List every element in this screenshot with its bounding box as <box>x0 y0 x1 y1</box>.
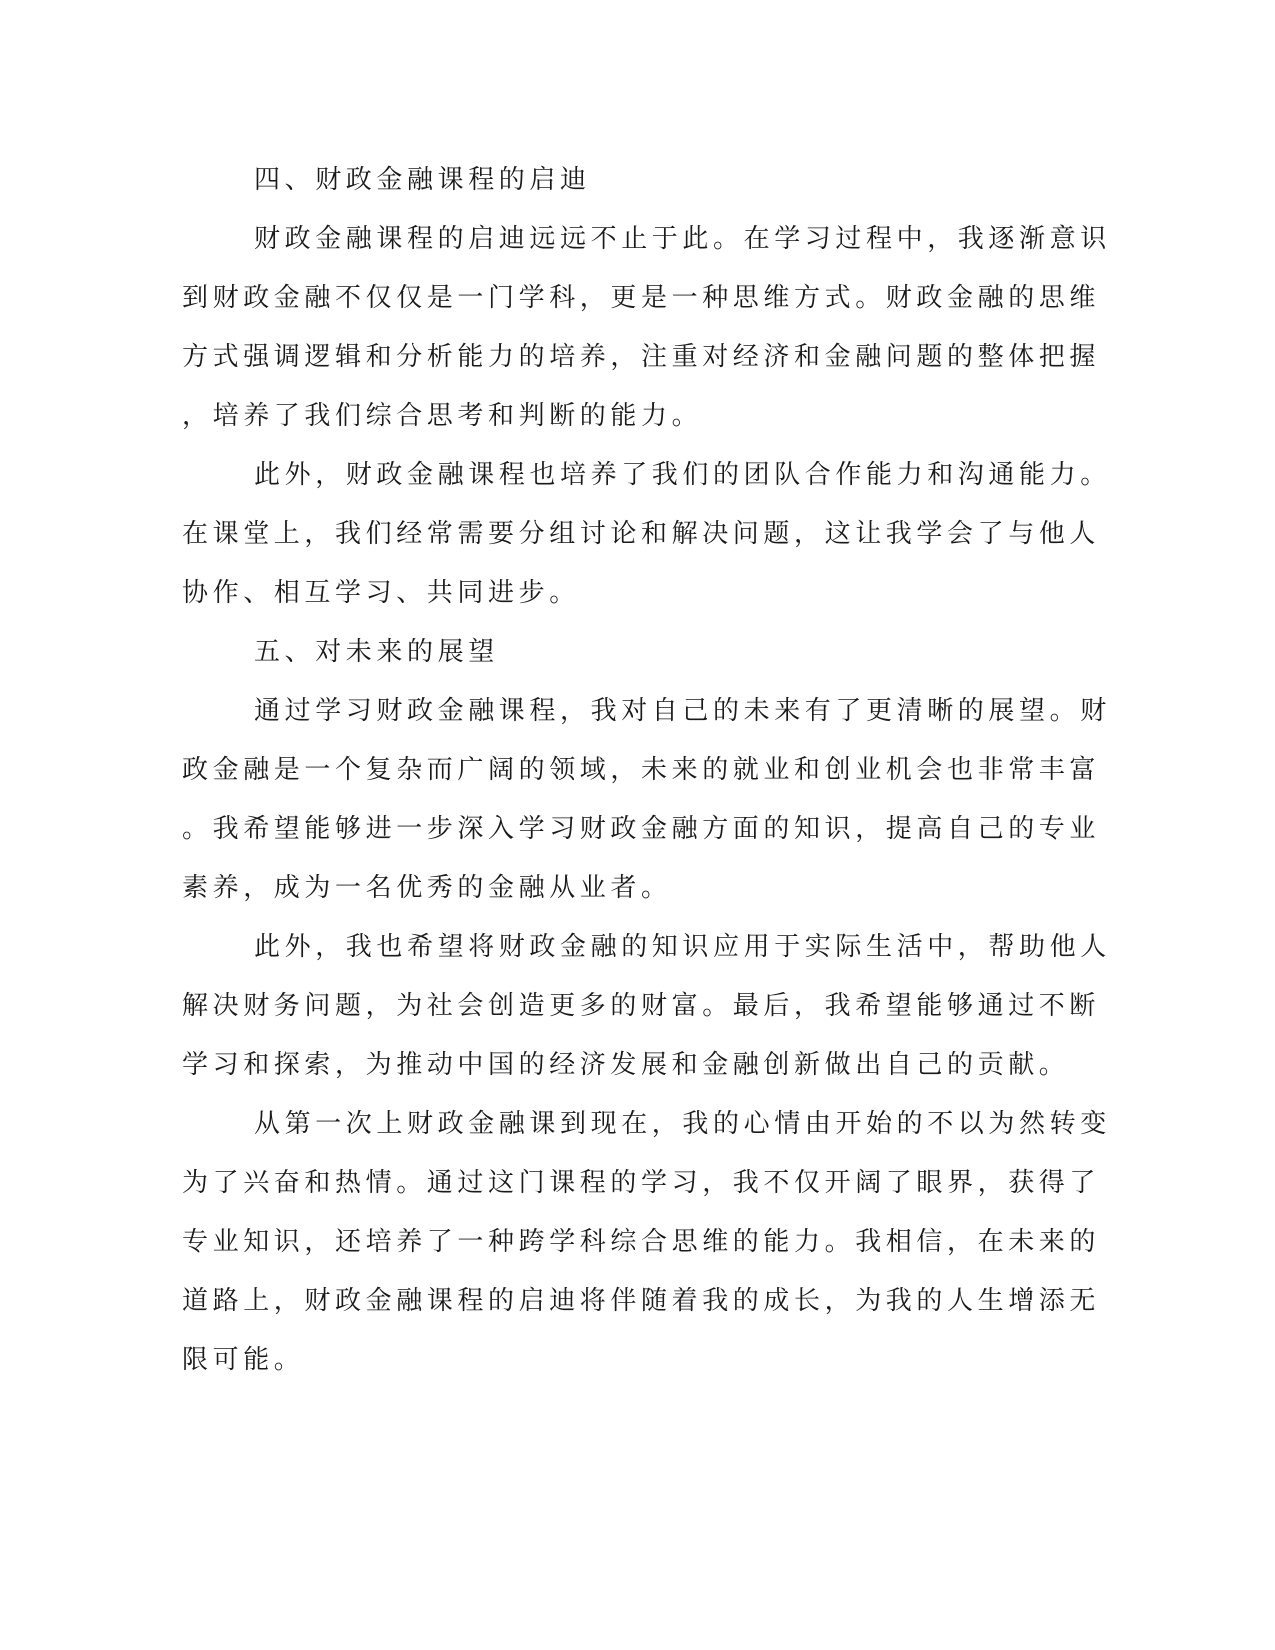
paragraph-line: 在课堂上，我们经常需要分组讨论和解决问题，这让我学会了与他人 <box>182 519 1101 549</box>
paragraph-line: 通过学习财政金融课程，我对自己的未来有了更清晰的展望。财 <box>254 696 1111 726</box>
paragraph-line: 道路上，财政金融课程的启迪将伴随着我的成长，为我的人生增添无 <box>182 1286 1101 1316</box>
paragraph-line: 解决财务问题，为社会创造更多的财富。最后，我希望能够通过不断 <box>182 991 1101 1021</box>
paragraph-line: 此外，财政金融课程也培养了我们的团队合作能力和沟通能力。 <box>254 460 1111 490</box>
paragraph-line: 此外，我也希望将财政金融的知识应用于实际生活中，帮助他人 <box>254 932 1111 962</box>
section-heading: 五、对未来的展望 <box>254 637 499 667</box>
paragraph-line: 到财政金融不仅仅是一门学科，更是一种思维方式。财政金融的思维 <box>182 283 1101 313</box>
paragraph-line: 财政金融课程的启迪远远不止于此。在学习过程中，我逐渐意识 <box>254 224 1111 254</box>
paragraph-line: 素养，成为一名优秀的金融从业者。 <box>182 873 672 903</box>
paragraph-line: 协作、相互学习、共同进步。 <box>182 578 580 608</box>
paragraph-line: 方式强调逻辑和分析能力的培养，注重对经济和金融问题的整体把握 <box>182 342 1101 372</box>
paragraph-line: 为了兴奋和热情。通过这门课程的学习，我不仅开阔了眼界，获得了 <box>182 1168 1101 1198</box>
paragraph-line: 从第一次上财政金融课到现在，我的心情由开始的不以为然转变 <box>254 1109 1111 1139</box>
paragraph-line: 专业知识，还培养了一种跨学科综合思维的能力。我相信，在未来的 <box>182 1227 1101 1257</box>
paragraph-line: 。我希望能够进一步深入学习财政金融方面的知识，提高自己的专业 <box>182 814 1101 844</box>
section-heading: 四、财政金融课程的启迪 <box>254 165 591 195</box>
paragraph-line: 政金融是一个复杂而广阔的领域，未来的就业和创业机会也非常丰富 <box>182 755 1101 785</box>
paragraph-line: 学习和探索，为推动中国的经济发展和金融创新做出自己的贡献。 <box>182 1050 1070 1080</box>
paragraph-line: 限可能。 <box>182 1345 305 1375</box>
paragraph-line: ，培养了我们综合思考和判断的能力。 <box>182 401 703 431</box>
